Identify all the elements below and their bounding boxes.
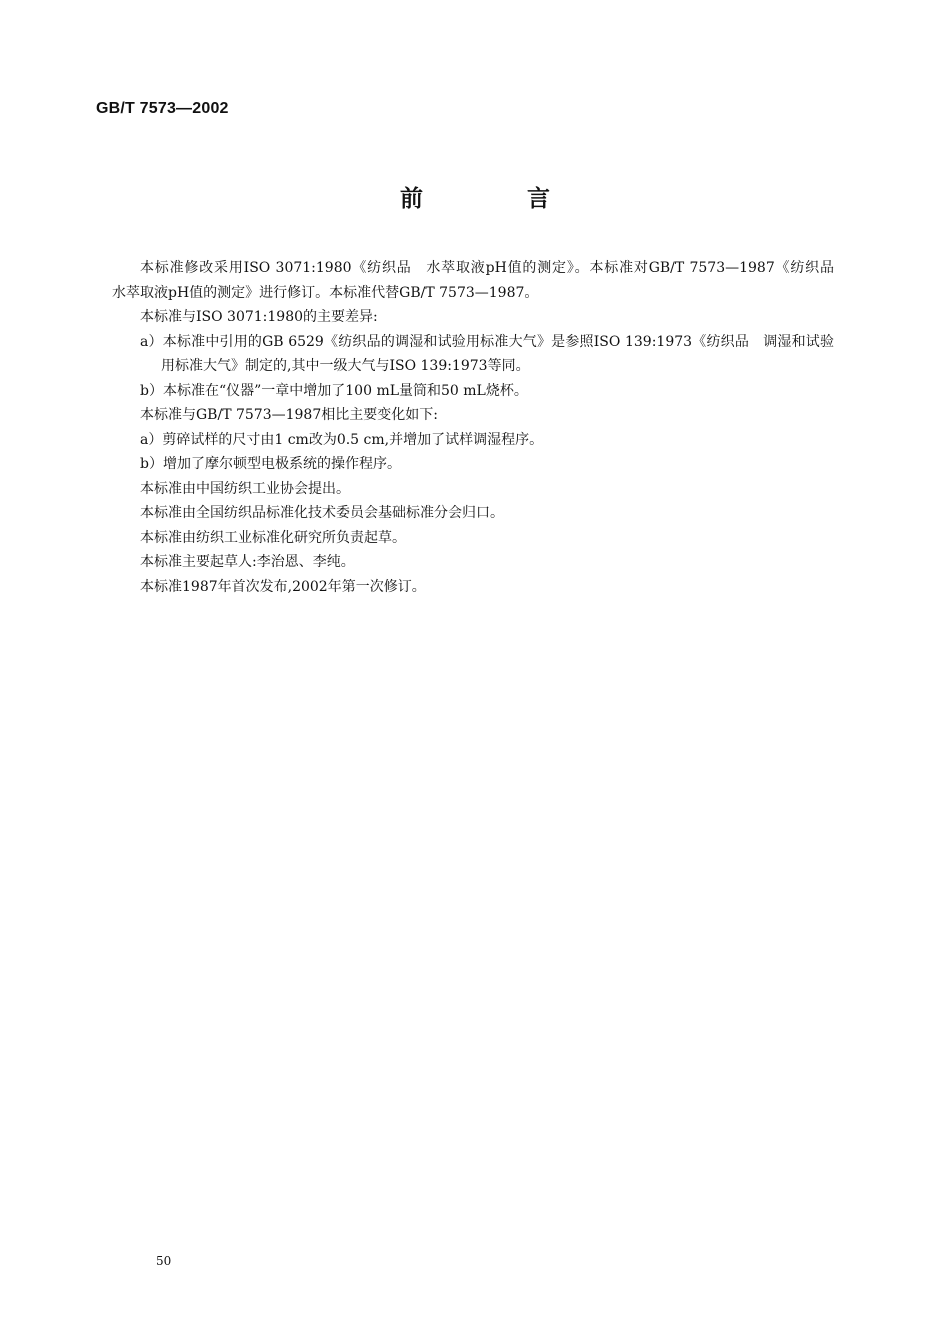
paragraph-drafters: 本标准主要起草人:李治恩、李纯。 — [140, 554, 355, 570]
paragraph-history: 本标准1987年首次发布,2002年第一次修订。 — [140, 578, 426, 595]
list-item-change-a: a）剪碎试样的尺寸由1 cm改为0.5 cm,并增加了试样调湿程序。 — [140, 431, 544, 448]
page-number: 50 — [156, 1254, 172, 1268]
list-item-difference-a: a）本标准中引用的GB 6529《纺织品的调湿和试验用标准大气》是参照ISO 139:1973《纺织品 调湿和试验用标准大气》制定的,其中一级大气与ISO 139:1973等同。 — [140, 333, 834, 374]
paragraph-proposed-by: 本标准由中国纺织工业协会提出。 — [140, 480, 350, 497]
list-item-change-b: b）增加了摩尔顿型电极系统的操作程序。 — [140, 456, 401, 472]
paragraph-differences-intro: 本标准与ISO 3071:1980的主要差异: — [140, 309, 378, 325]
paragraph-changes-intro: 本标准与GB/T 7573—1987相比主要变化如下: — [140, 407, 438, 423]
standard-code: GB/T 7573—2002 — [96, 100, 229, 117]
page-title: 前 言 — [399, 186, 598, 212]
foreword-body — [112, 256, 848, 599]
list-item-difference-b: b）本标准在“仪器”一章中增加了100 mL量筒和50 mL烧杯。 — [140, 382, 528, 399]
paragraph-adoption: 本标准修改采用ISO 3071:1980《纺织品 水萃取液pH值的测定》。本标准对GB/T 7573—1987《纺织品 水萃取液pH值的测定》进行修订。本标准代替GB/T 7573—1987。 — [112, 260, 848, 301]
paragraph-centralized-by: 本标准由全国纺织品标准化技术委员会基础标准分会归口。 — [140, 505, 504, 521]
paragraph-drafted-by: 本标准由纺织工业标准化研究所负责起草。 — [140, 529, 406, 546]
